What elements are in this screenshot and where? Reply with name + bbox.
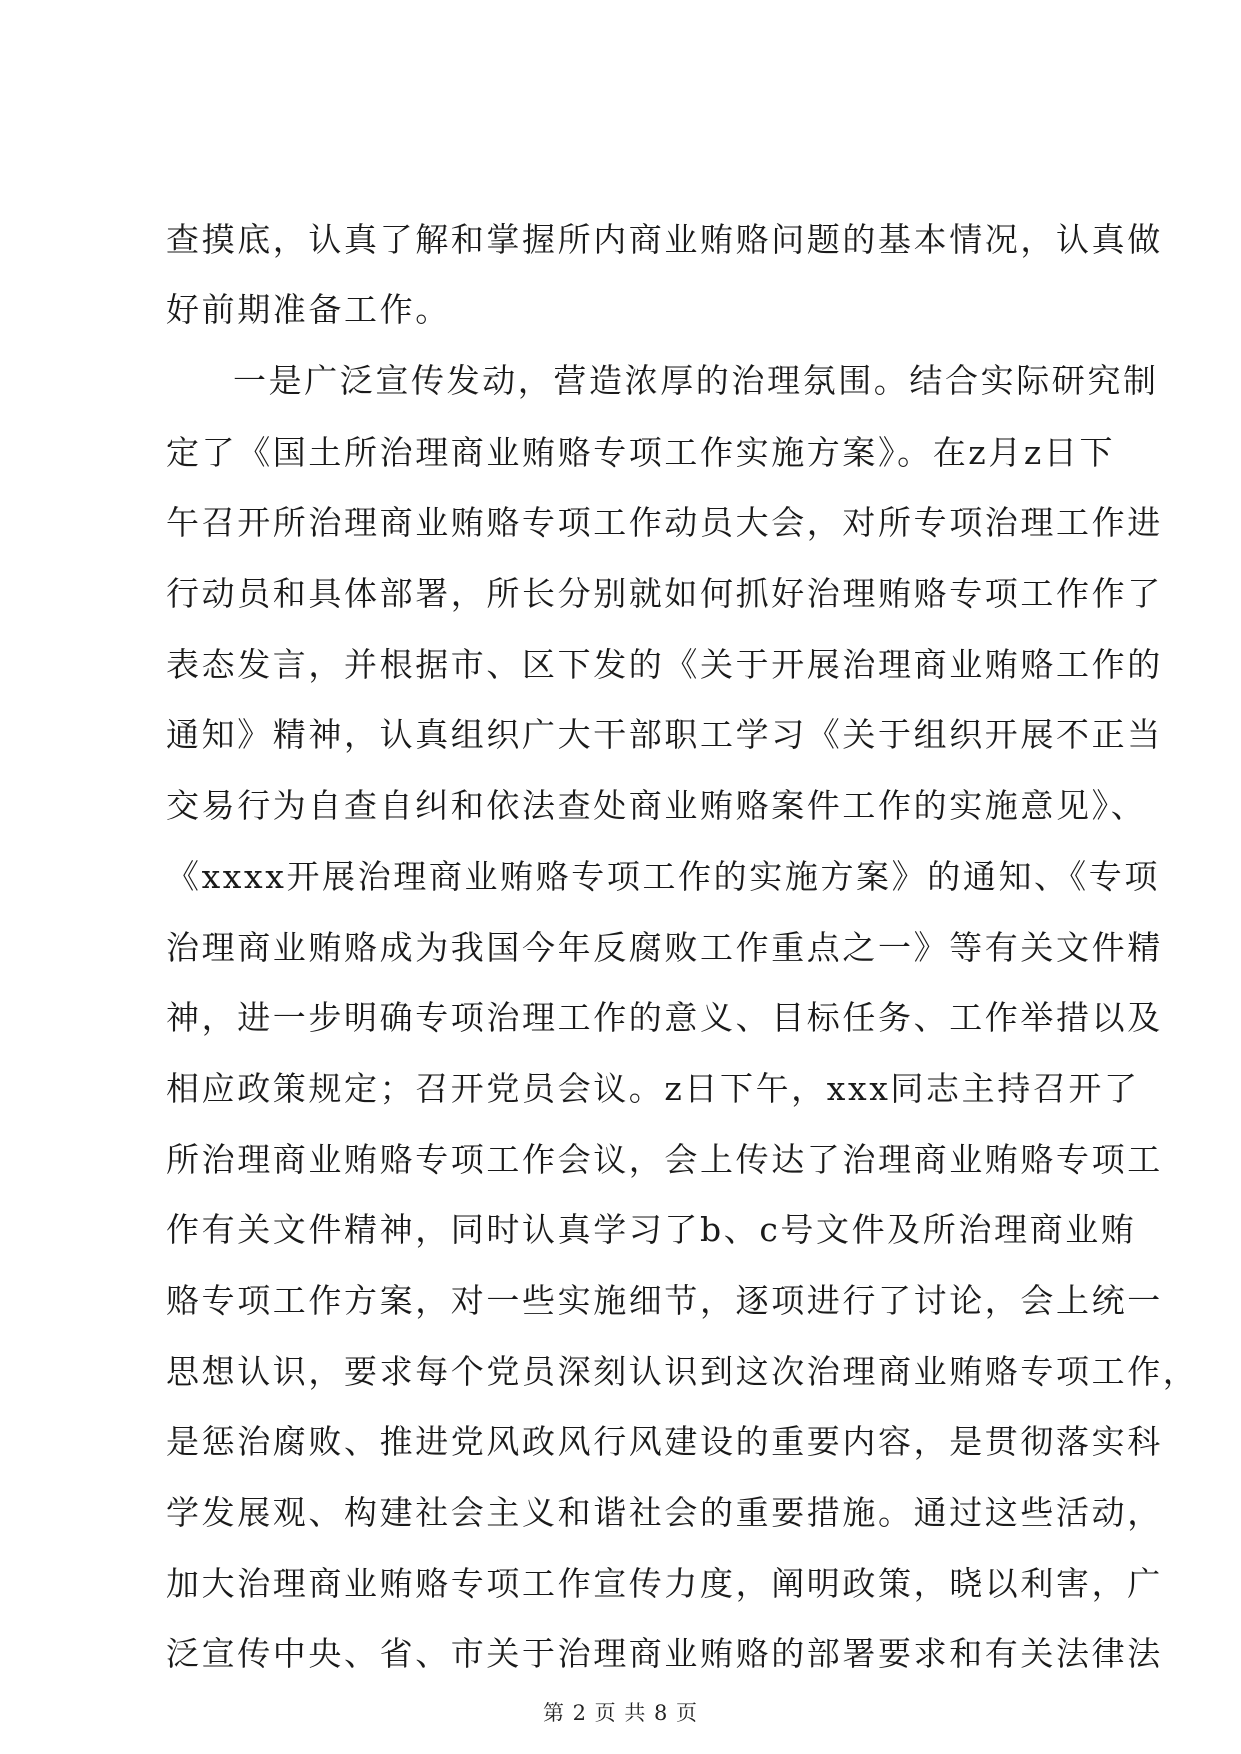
text-line: 定了《国土所治理商业贿赂专项工作实施方案》。在z月z日下 <box>166 433 1116 472</box>
text-line: 治理商业贿赂成为我国今年反腐败工作重点之一》等有关文件精 <box>166 928 1163 967</box>
text-line: 通知》精神，认真组织广大干部职工学习《关于组织开展不正当 <box>166 715 1163 754</box>
text-line: 《xxxx开展治理商业贿赂专项工作的实施方案》的通知、《专项 <box>166 857 1160 896</box>
text-line: 午召开所治理商业贿赂专项工作动员大会，对所专项治理工作进 <box>166 503 1163 542</box>
text-line: 学发展观、构建社会主义和谐社会的重要措施。通过这些活动， <box>166 1493 1163 1532</box>
text-line: 是惩治腐败、推进党风政风行风建设的重要内容，是贯彻落实科 <box>166 1422 1163 1461</box>
text-line: 思想认识，要求每个党员深刻认识到这次治理商业贿赂专项工作， <box>166 1352 1199 1391</box>
text-line: 神，进一步明确专项治理工作的意义、目标任务、工作举措以及 <box>166 998 1163 1037</box>
text-line: 行动员和具体部署，所长分别就如何抓好治理贿赂专项工作作了 <box>166 574 1163 613</box>
text-line: 作有关文件精神，同时认真学习了b、c号文件及所治理商业贿 <box>166 1210 1137 1249</box>
page-number-footer: 第 2 页 共 8 页 <box>542 1701 699 1725</box>
text-line: 赂专项工作方案，对一些实施细节，逐项进行了讨论，会上统一 <box>166 1281 1163 1320</box>
text-line: 加大治理商业贿赂专项工作宣传力度，阐明政策，晓以利害，广 <box>166 1564 1163 1603</box>
text-line: 表态发言，并根据市、区下发的《关于开展治理商业贿赂工作的 <box>166 645 1163 684</box>
text-line: 泛宣传中央、省、市关于治理商业贿赂的部署要求和有关法律法 <box>166 1634 1163 1673</box>
text-line: 所治理商业贿赂专项工作会议，会上传达了治理商业贿赂专项工 <box>166 1140 1163 1179</box>
paragraph-first-line: 一是广泛宣传发动，营造浓厚的治理氛围。结合实际研究制 <box>233 361 1159 400</box>
text-line: 相应政策规定；召开党员会议。z日下午，xxx同志主持召开了 <box>166 1069 1140 1108</box>
text-line: 交易行为自查自纠和依法查处商业贿赂案件工作的实施意见》、 <box>166 786 1147 825</box>
text-line: 好前期准备工作。 <box>166 290 451 329</box>
text-line: 查摸底，认真了解和掌握所内商业贿赂问题的基本情况，认真做 <box>166 220 1163 259</box>
